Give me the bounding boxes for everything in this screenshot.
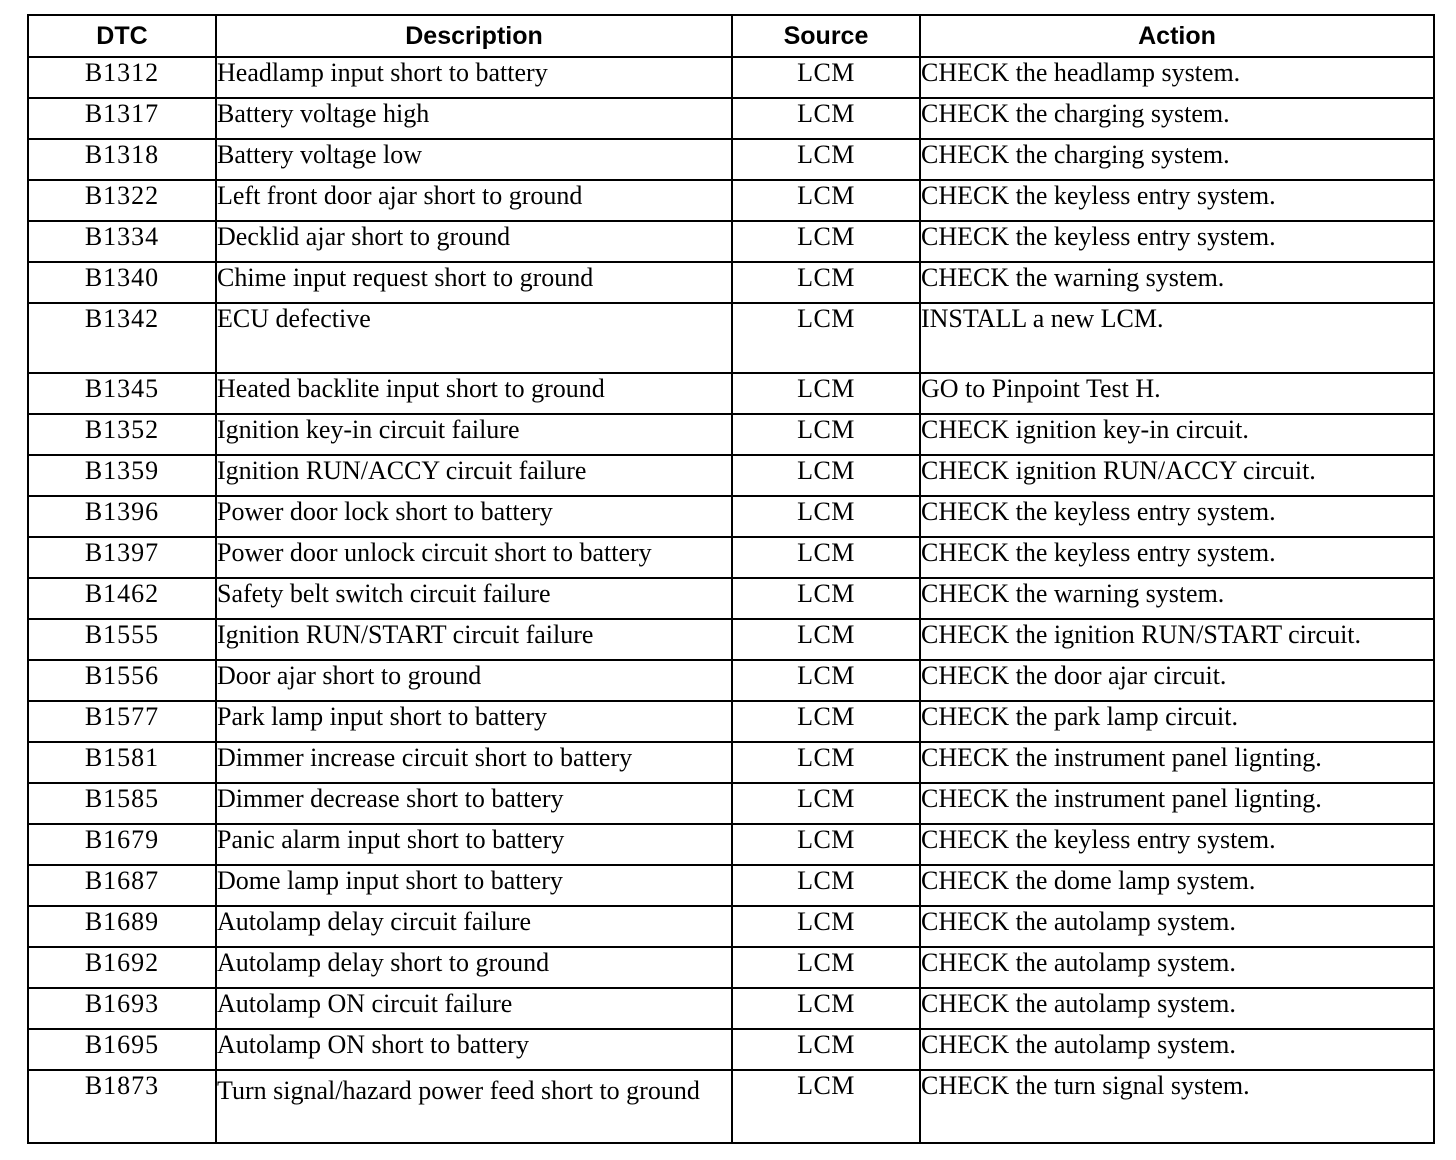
table-row bbox=[28, 619, 1434, 660]
action-cell: CHECK the keyless entry system. bbox=[920, 496, 1434, 537]
description-cell: Battery voltage low bbox=[216, 139, 732, 180]
description-cell: Left front door ajar short to ground bbox=[216, 180, 732, 221]
action-cell: GO to Pinpoint Test H. bbox=[920, 373, 1434, 414]
dtc-code-cell: B1693 bbox=[28, 988, 216, 1029]
header-source: Source bbox=[732, 15, 920, 57]
action-cell: CHECK the autolamp system. bbox=[920, 1029, 1434, 1070]
dtc-code-cell: B1679 bbox=[28, 824, 216, 865]
description-cell: Ignition RUN/ACCY circuit failure bbox=[216, 455, 732, 496]
action-cell: CHECK the autolamp system. bbox=[920, 906, 1434, 947]
table-row bbox=[28, 578, 1434, 619]
table-row bbox=[28, 221, 1434, 262]
source-cell: LCM bbox=[732, 496, 920, 537]
table-row bbox=[28, 947, 1434, 988]
source-cell: LCM bbox=[732, 947, 920, 988]
action-cell: CHECK the park lamp circuit. bbox=[920, 701, 1434, 742]
table-row bbox=[28, 537, 1434, 578]
dtc-code-cell: B1359 bbox=[28, 455, 216, 496]
dtc-code-cell: B1687 bbox=[28, 865, 216, 906]
table-row bbox=[28, 139, 1434, 180]
table-row bbox=[28, 303, 1434, 373]
action-cell: CHECK ignition RUN/ACCY circuit. bbox=[920, 455, 1434, 496]
action-cell: CHECK ignition key-in circuit. bbox=[920, 414, 1434, 455]
action-cell: CHECK the door ajar circuit. bbox=[920, 660, 1434, 701]
action-cell: CHECK the charging system. bbox=[920, 98, 1434, 139]
source-cell: LCM bbox=[732, 180, 920, 221]
description-cell: Autolamp delay circuit failure bbox=[216, 906, 732, 947]
source-cell: LCM bbox=[732, 1070, 920, 1143]
source-cell: LCM bbox=[732, 414, 920, 455]
dtc-code-cell: B1692 bbox=[28, 947, 216, 988]
description-cell: Ignition key-in circuit failure bbox=[216, 414, 732, 455]
header-description: Description bbox=[216, 15, 732, 57]
table-row bbox=[28, 455, 1434, 496]
table-row bbox=[28, 57, 1434, 98]
action-cell: CHECK the turn signal system. bbox=[920, 1070, 1434, 1143]
dtc-code-cell: B1581 bbox=[28, 742, 216, 783]
description-cell: ECU defective bbox=[216, 303, 732, 373]
action-cell: CHECK the autolamp system. bbox=[920, 947, 1434, 988]
action-cell: CHECK the keyless entry system. bbox=[920, 221, 1434, 262]
source-cell: LCM bbox=[732, 221, 920, 262]
source-cell: LCM bbox=[732, 537, 920, 578]
action-cell: INSTALL a new LCM. bbox=[920, 303, 1434, 373]
header-action: Action bbox=[920, 15, 1434, 57]
table-row bbox=[28, 1070, 1434, 1143]
source-cell: LCM bbox=[732, 865, 920, 906]
description-cell: Panic alarm input short to battery bbox=[216, 824, 732, 865]
dtc-code-cell: B1462 bbox=[28, 578, 216, 619]
dtc-code-cell: B1695 bbox=[28, 1029, 216, 1070]
table-row bbox=[28, 742, 1434, 783]
description-cell: Dome lamp input short to battery bbox=[216, 865, 732, 906]
description-cell: Turn signal/hazard power feed short to ground bbox=[216, 1070, 732, 1143]
description-cell: Decklid ajar short to ground bbox=[216, 221, 732, 262]
action-cell: CHECK the instrument panel lignting. bbox=[920, 783, 1434, 824]
dtc-code-cell: B1555 bbox=[28, 619, 216, 660]
dtc-code-cell: B1396 bbox=[28, 496, 216, 537]
dtc-code-cell: B1312 bbox=[28, 57, 216, 98]
dtc-code-cell: B1345 bbox=[28, 373, 216, 414]
description-cell: Dimmer increase circuit short to battery bbox=[216, 742, 732, 783]
description-cell: Headlamp input short to battery bbox=[216, 57, 732, 98]
source-cell: LCM bbox=[732, 783, 920, 824]
table-body bbox=[28, 57, 1434, 1143]
source-cell: LCM bbox=[732, 57, 920, 98]
table-row bbox=[28, 783, 1434, 824]
dtc-table bbox=[27, 14, 1435, 1144]
dtc-code-cell: B1585 bbox=[28, 783, 216, 824]
source-cell: LCM bbox=[732, 824, 920, 865]
description-cell: Dimmer decrease short to battery bbox=[216, 783, 732, 824]
action-cell: CHECK the instrument panel lignting. bbox=[920, 742, 1434, 783]
table-row bbox=[28, 865, 1434, 906]
description-cell: Battery voltage high bbox=[216, 98, 732, 139]
action-cell: CHECK the warning system. bbox=[920, 262, 1434, 303]
description-cell: Park lamp input short to battery bbox=[216, 701, 732, 742]
description-cell: Power door lock short to battery bbox=[216, 496, 732, 537]
action-cell: CHECK the keyless entry system. bbox=[920, 537, 1434, 578]
source-cell: LCM bbox=[732, 98, 920, 139]
action-cell: CHECK the keyless entry system. bbox=[920, 180, 1434, 221]
description-cell: Heated backlite input short to ground bbox=[216, 373, 732, 414]
source-cell: LCM bbox=[732, 303, 920, 373]
header-row bbox=[28, 15, 1434, 57]
dtc-code-cell: B1397 bbox=[28, 537, 216, 578]
table-row bbox=[28, 988, 1434, 1029]
source-cell: LCM bbox=[732, 742, 920, 783]
table-row bbox=[28, 373, 1434, 414]
table-row bbox=[28, 180, 1434, 221]
source-cell: LCM bbox=[732, 262, 920, 303]
dtc-code-cell: B1873 bbox=[28, 1070, 216, 1143]
table-row bbox=[28, 824, 1434, 865]
table-row bbox=[28, 262, 1434, 303]
dtc-code-cell: B1352 bbox=[28, 414, 216, 455]
description-cell: Door ajar short to ground bbox=[216, 660, 732, 701]
source-cell: LCM bbox=[732, 906, 920, 947]
description-cell: Chime input request short to ground bbox=[216, 262, 732, 303]
source-cell: LCM bbox=[732, 578, 920, 619]
dtc-code-cell: B1318 bbox=[28, 139, 216, 180]
table-row bbox=[28, 1029, 1434, 1070]
source-cell: LCM bbox=[732, 139, 920, 180]
source-cell: LCM bbox=[732, 660, 920, 701]
description-cell: Autolamp delay short to ground bbox=[216, 947, 732, 988]
header-dtc: DTC bbox=[28, 15, 216, 57]
description-cell: Autolamp ON circuit failure bbox=[216, 988, 732, 1029]
table-row bbox=[28, 701, 1434, 742]
table-row bbox=[28, 414, 1434, 455]
dtc-code-cell: B1334 bbox=[28, 221, 216, 262]
description-cell: Ignition RUN/START circuit failure bbox=[216, 619, 732, 660]
source-cell: LCM bbox=[732, 1029, 920, 1070]
dtc-code-cell: B1317 bbox=[28, 98, 216, 139]
dtc-code-cell: B1577 bbox=[28, 701, 216, 742]
description-cell: Autolamp ON short to battery bbox=[216, 1029, 732, 1070]
table-row bbox=[28, 496, 1434, 537]
source-cell: LCM bbox=[732, 619, 920, 660]
action-cell: CHECK the headlamp system. bbox=[920, 57, 1434, 98]
source-cell: LCM bbox=[732, 988, 920, 1029]
dtc-code-cell: B1556 bbox=[28, 660, 216, 701]
dtc-code-cell: B1340 bbox=[28, 262, 216, 303]
action-cell: CHECK the dome lamp system. bbox=[920, 865, 1434, 906]
action-cell: CHECK the warning system. bbox=[920, 578, 1434, 619]
description-cell: Power door unlock circuit short to battery bbox=[216, 537, 732, 578]
table-row bbox=[28, 98, 1434, 139]
dtc-code-cell: B1322 bbox=[28, 180, 216, 221]
dtc-code-cell: B1342 bbox=[28, 303, 216, 373]
action-cell: CHECK the autolamp system. bbox=[920, 988, 1434, 1029]
source-cell: LCM bbox=[732, 701, 920, 742]
description-cell: Safety belt switch circuit failure bbox=[216, 578, 732, 619]
source-cell: LCM bbox=[732, 455, 920, 496]
action-cell: CHECK the keyless entry system. bbox=[920, 824, 1434, 865]
source-cell: LCM bbox=[732, 373, 920, 414]
table-row bbox=[28, 660, 1434, 701]
table-row bbox=[28, 906, 1434, 947]
dtc-code-cell: B1689 bbox=[28, 906, 216, 947]
action-cell: CHECK the charging system. bbox=[920, 139, 1434, 180]
action-cell: CHECK the ignition RUN/START circuit. bbox=[920, 619, 1434, 660]
